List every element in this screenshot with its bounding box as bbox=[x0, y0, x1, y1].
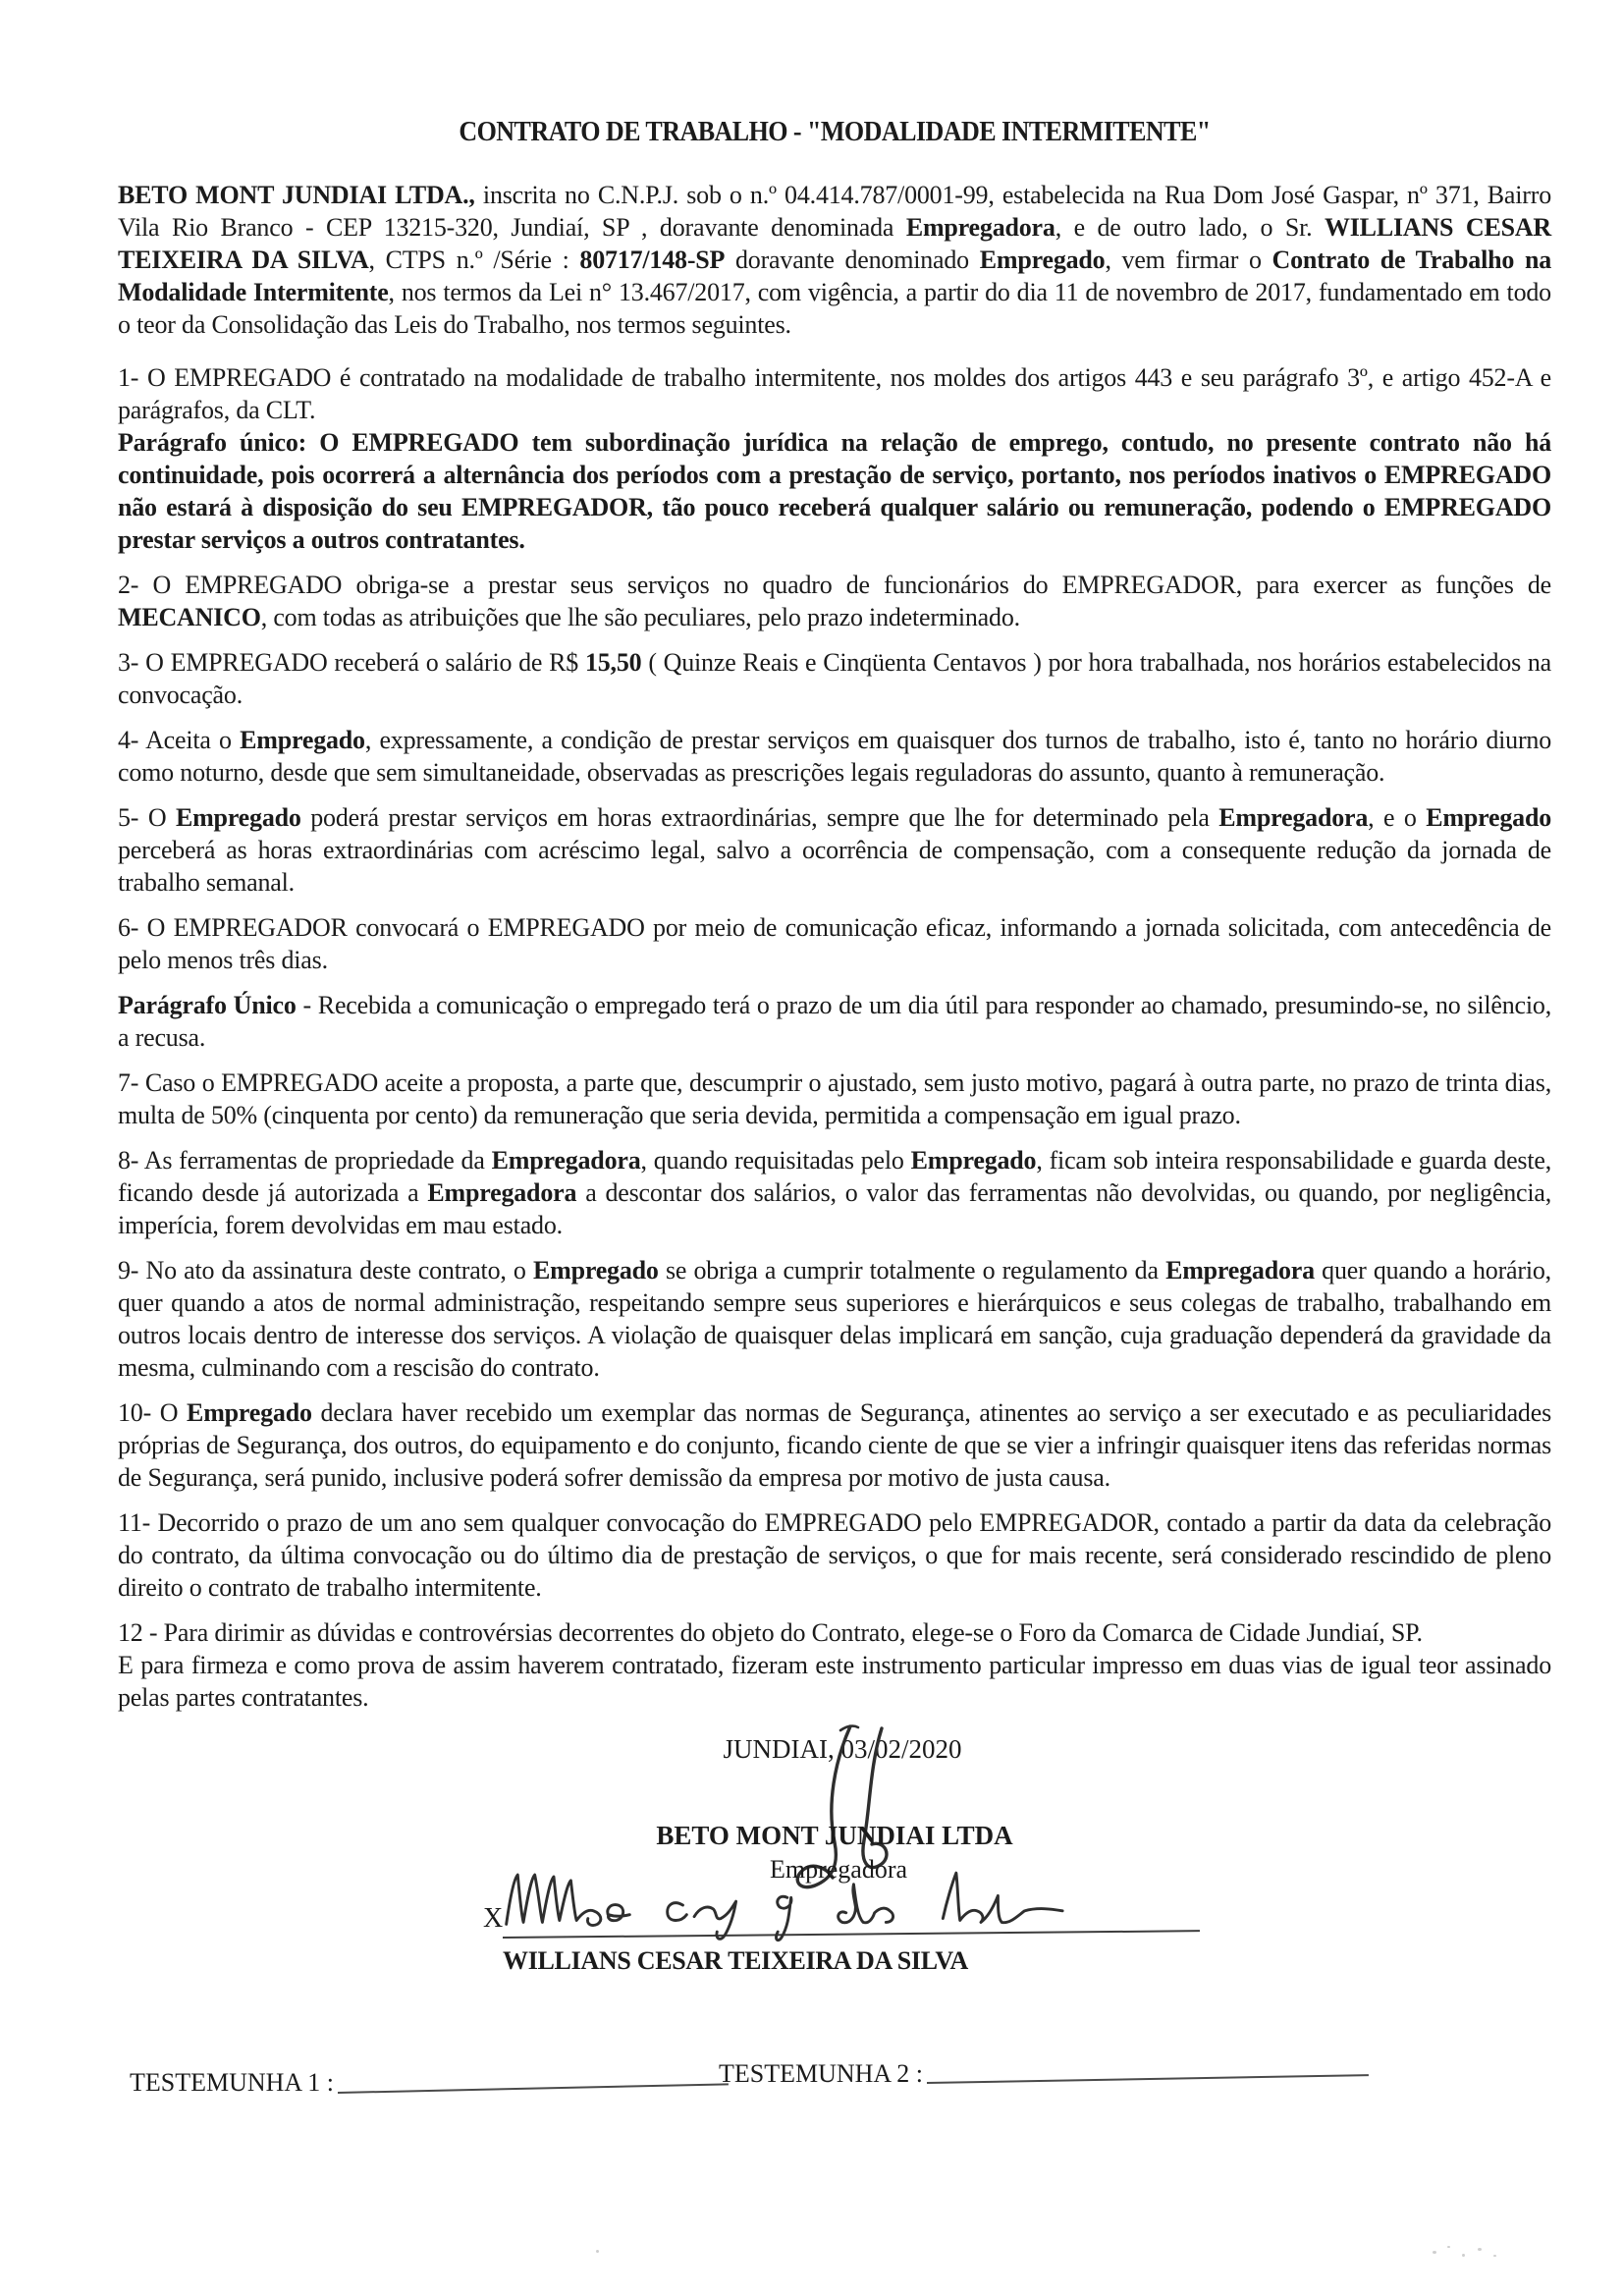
paragraph-clausula-1-paragrafo-unico bbox=[118, 426, 1551, 556]
text-run: 5- O bbox=[118, 803, 176, 832]
scan-speck bbox=[1447, 2246, 1450, 2248]
paragraph-clausula-4 bbox=[118, 724, 1551, 789]
text-run: Empregadora bbox=[1218, 803, 1369, 832]
text-run: ( Quinze Reais e Cinqüenta Centavos ) por hora trabalhada, nos horários estabelecidos na convocação. bbox=[118, 648, 1551, 709]
city-date-line: JUNDIAI, 03/02/2020 bbox=[723, 1734, 962, 1764]
scan-speck bbox=[1433, 2251, 1436, 2254]
text-run: E para firmeza e como prova de assim haverem contratado, fizeram este instrumento particular impresso em duas vias de igual teor assinado pelas partes contratantes. bbox=[118, 1651, 1551, 1712]
text-run: - Recebida a comunicação o empregado terá o prazo de um dia útil para responder ao chamado, presumindo-se, no silêncio, a recusa. bbox=[118, 991, 1552, 1052]
text-run: poderá prestar serviços em horas extraordinárias, sempre que lhe for determinado pela bbox=[300, 803, 1219, 832]
text-run: Empregado bbox=[910, 1146, 1037, 1175]
text-run: , CTPS n.º /Série : bbox=[368, 246, 580, 274]
text-run: doravante denominado bbox=[725, 246, 980, 274]
text-run: , quando requisitadas pelo bbox=[640, 1146, 911, 1175]
scan-speck bbox=[1478, 2248, 1482, 2251]
text-run: , vem firmar o bbox=[1105, 246, 1272, 274]
contract-body bbox=[118, 179, 1551, 1714]
paragraph-clausula-7 bbox=[118, 1066, 1551, 1131]
paragraph-clausula-11 bbox=[118, 1506, 1551, 1604]
text-run: 10- O bbox=[118, 1398, 188, 1427]
paragraph-clausula-6-paragrafo-unico bbox=[118, 989, 1551, 1054]
text-run: Empregadora bbox=[1165, 1256, 1315, 1285]
text-run: Contrato de Trabalho na Modalidade Intermitente bbox=[118, 246, 1551, 306]
paragraph-clausula-9 bbox=[118, 1254, 1551, 1384]
text-run: Parágrafo único: O EMPREGADO tem subordinação jurídica na relação de emprego, contudo, no presente contrato não há continuidade, pois ocorrerá a alternância dos períodos com a prestação de serviço, portanto, nos períodos inativos o EMPREGADO não estará à disposição do seu EMPREGADOR, tão pouco receberá qualquer salário ou remuneração, podendo o EMPREGADO prestar serviços a outros contratantes. bbox=[118, 428, 1551, 554]
witness2-label: TESTEMUNHA 2 : bbox=[719, 2059, 923, 2088]
text-run: Empregado bbox=[175, 803, 301, 832]
text-run: a descontar dos salários, o valor das ferramentas não devolvidas, ou quando, por negligência, imperícia, forem devolvidas em mau estado. bbox=[118, 1178, 1551, 1239]
witness1-label: TESTEMUNHA 1 : bbox=[130, 2068, 334, 2097]
contract-content bbox=[118, 116, 1551, 2252]
text-run: 11- Decorrido o prazo de um ano sem qualquer convocação do EMPREGADO pelo EMPREGADOR, contado a partir da data da celebração do contrato, da última convocação ou do último dia de prestação de serviços, o que for mais recente, será considerado rescindido de pleno direito o contrato de trabalho intermitente. bbox=[118, 1508, 1551, 1602]
text-run: BETO MONT JUNDIAI LTDA., bbox=[118, 181, 475, 209]
text-run: Empregado bbox=[1426, 803, 1552, 832]
text-run: , com todas as atribuições que lhe são peculiares, pelo prazo indeterminado. bbox=[260, 603, 1020, 631]
text-run: 7- Caso o EMPREGADO aceite a proposta, a parte que, descumprir o ajustado, sem justo motivo, pagará à outra parte, no prazo de trinta dias, multa de 50% (cinquenta por cento) da remuneração que seria devida, permitida a compensação em igual prazo. bbox=[118, 1068, 1551, 1129]
text-run: Empregadora bbox=[427, 1178, 577, 1207]
text-run: WILLIANS CESAR TEIXEIRA DA SILVA bbox=[118, 213, 1551, 274]
text-run: , ficam sob inteira responsabilidade e guarda deste, ficando desde já autorizada a bbox=[118, 1146, 1551, 1207]
text-run: perceberá as horas extraordinárias com acréscimo legal, salvo a ocorrência de compensação, com a consequente redução da jornada de trabalho semanal. bbox=[118, 836, 1551, 897]
scan-speck bbox=[596, 2250, 599, 2253]
paragraph-preambulo bbox=[118, 179, 1551, 341]
text-run: Parágrafo Único bbox=[118, 991, 297, 1019]
employee-signature-line bbox=[503, 1930, 1200, 1939]
text-run: Empregado bbox=[240, 726, 365, 754]
employee-name: WILLIANS CESAR TEIXEIRA DA SILVA bbox=[503, 1946, 969, 1975]
text-run: Empregado bbox=[532, 1256, 659, 1285]
paragraph-clausula-1 bbox=[118, 361, 1551, 426]
text-run: declara haver recebido um exemplar das normas de Segurança, atinentes ao serviço a ser executado e as peculiaridades próprias de Segurança, dos outros, do equipamento e do conjunto, ficando ciente de que se vier a infringir quaisquer itens das referidas normas de Segurança, será punido, inclusive poderá sofrer demissão da empresa por motivo de justa causa. bbox=[118, 1398, 1551, 1492]
text-run: inscrita no C.N.P.J. sob o n.º 04.414.787/0001-99, estabelecida na Rua Dom José Gaspar, nº 371, Bairro Vila Rio Branco - CEP 13215-320, Jundiaí, SP , doravante denominada bbox=[118, 181, 1552, 242]
text-run: , e o bbox=[1368, 803, 1427, 832]
witness2-signature-line bbox=[927, 2074, 1369, 2084]
employee-signature-x-mark: X bbox=[483, 1903, 504, 1934]
text-run: , nos termos da Lei n° 13.467/2017, com vigência, a partir do dia 11 de novembro de 2017, fundamentado em todo o teor da Consolidação das Leis do Trabalho, nos termos seguintes. bbox=[118, 278, 1551, 339]
company-name: BETO MONT JUNDIAI LTDA bbox=[656, 1821, 1013, 1850]
text-run: 4- Aceita o bbox=[118, 726, 241, 754]
witness1-signature-line bbox=[338, 2083, 729, 2094]
text-run: 9- No ato da assinatura deste contrato, o bbox=[118, 1256, 533, 1285]
paragraph-clausula-6 bbox=[118, 911, 1551, 976]
text-run: MECANICO bbox=[118, 603, 261, 631]
paragraph-clausula-10 bbox=[118, 1396, 1551, 1494]
paragraph-clausula-3 bbox=[118, 646, 1551, 711]
text-run: Empregado bbox=[187, 1398, 312, 1427]
scan-speck bbox=[1493, 2255, 1496, 2257]
text-run: 1- O EMPREGADO é contratado na modalidade de trabalho intermitente, nos moldes dos artigos 443 e seu parágrafo 3º, e artigo 452-A e parágrafos, da CLT. bbox=[118, 363, 1551, 424]
text-run: 6- O EMPREGADOR convocará o EMPREGADO por meio de comunicação eficaz, informando a jornada solicitada, com antecedência de pelo menos três dias. bbox=[118, 913, 1551, 974]
text-run: Empregado bbox=[979, 246, 1106, 274]
document-title: CONTRATO DE TRABALHO - "MODALIDADE INTERMITENTE" bbox=[459, 117, 1211, 147]
paragraph-clausula-2 bbox=[118, 569, 1551, 633]
company-role-label: Empregadora bbox=[769, 1855, 908, 1884]
paragraph-clausula-12 bbox=[118, 1616, 1551, 1649]
text-run: , expressamente, a condição de prestar serviços em quaisquer dos turnos de trabalho, isto é, tanto no horário diurno como noturno, desde que sem simultaneidade, observadas as prescrições legais reguladoras do assunto, quanto à remuneração. bbox=[118, 726, 1551, 787]
text-run: 15,50 bbox=[584, 648, 642, 677]
text-run: 12 - Para dirimir as dúvidas e controvérsias decorrentes do objeto do Contrato, elege-se o Foro da Comarca de Cidade Jundiaí, SP. bbox=[118, 1618, 1423, 1647]
text-run: 2- O EMPREGADO obriga-se a prestar seus serviços no quadro de funcionários do EMPREGADOR, para exercer as funções de bbox=[118, 571, 1551, 599]
text-run: 8- As ferramentas de propriedade da bbox=[118, 1146, 492, 1175]
text-run: Empregadora bbox=[905, 213, 1055, 242]
paragraph-clausula-8 bbox=[118, 1144, 1551, 1241]
scan-speck bbox=[1462, 2254, 1465, 2257]
text-run: quer quando a horário, quer quando a atos de normal administração, respeitando sempre seus superiores e hierárquicos e seus colegas de trabalho, trabalhando em outros locais dentro de interesse dos serviços. A violação de quaisquer delas implicará em sanção, cuja graduação dependerá da gravidade da mesma, culminando com a rescisão do contrato. bbox=[118, 1256, 1551, 1382]
text-run: 3- O EMPREGADO receberá o salário de R$ bbox=[118, 648, 585, 677]
text-run: 80717/148-SP bbox=[579, 246, 726, 274]
text-run: Empregadora bbox=[491, 1146, 641, 1175]
text-run: , e de outro lado, o Sr. bbox=[1055, 213, 1325, 242]
paragraph-encerramento bbox=[118, 1649, 1551, 1714]
text-run: se obriga a cumprir totalmente o regulamento da bbox=[658, 1256, 1166, 1285]
signature-section bbox=[118, 1726, 1551, 2252]
paragraph-clausula-5 bbox=[118, 801, 1551, 899]
